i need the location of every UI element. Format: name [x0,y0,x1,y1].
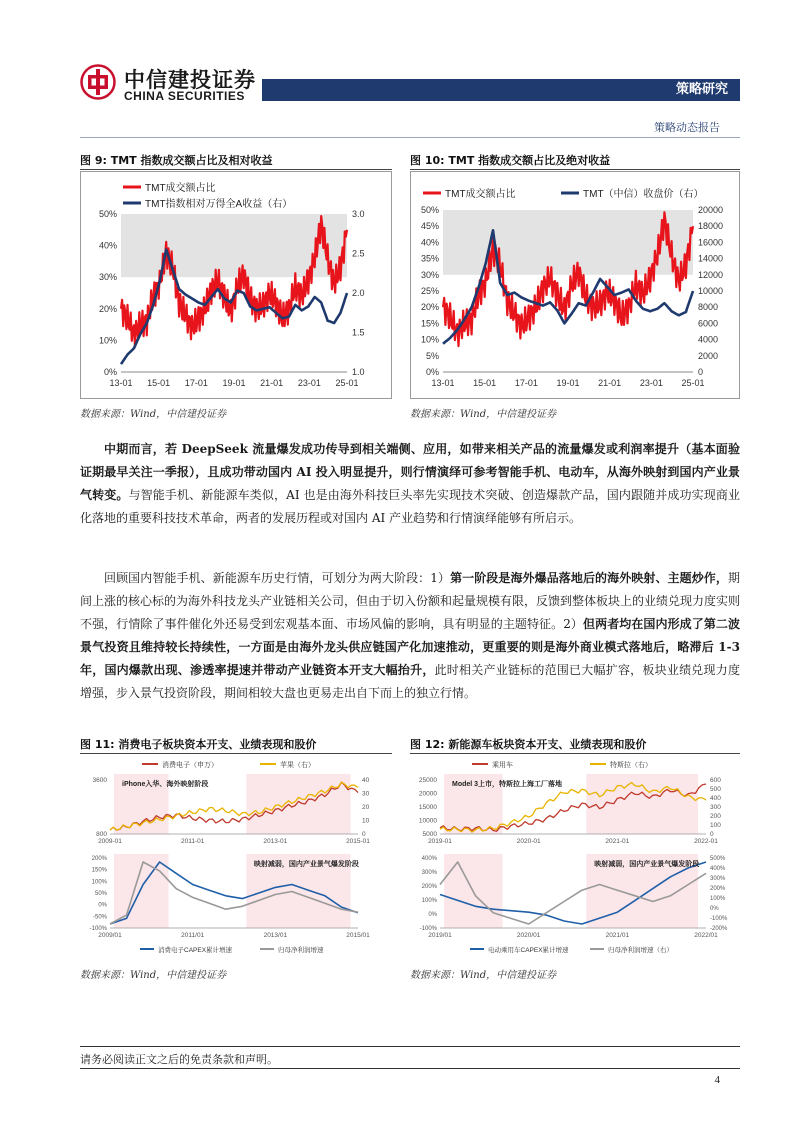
top-x-tick: 2021-01 [605,838,630,845]
legend-label: 苹果（右） [280,762,315,769]
y-right-tick-label: 0 [698,367,704,377]
section-bar [262,79,740,101]
logo-emblem-icon [80,64,116,100]
figure-12-source: 数据来源：Wind，中信建投证券 [410,970,557,981]
bottom-left-tick: 400% [421,856,437,862]
y-right-tick-label: 3.0 [352,209,365,219]
bottom-x-tick: 2013/01 [263,932,288,939]
y-right-tick-label: 18000 [698,221,724,232]
page-number: 4 [714,1074,720,1086]
bottom-left-tick: -50% [92,914,107,921]
top-x-tick: 2009-01 [98,838,122,845]
figure-9-svg [81,172,391,398]
figure-12-chart [410,756,740,958]
x-tick-label: 17-01 [184,378,208,388]
x-tick-label: 15-01 [473,378,497,388]
paragraph-1-bold: 中期而言，若 DeepSeek 流量爆发成功传导到相关端侧、应用，如带来相关产品的流量爆发或利润率提升（基本面验证期最早关注一季报），且成功带动国内 AI 投入明显提升，则行情演绎可参考智能手机、电动车，从海外映射到国内产业景气转变。 [80,442,740,502]
top-left-tick: 20000 [418,790,437,798]
top-right-tick: 400 [710,795,721,802]
top-x-tick: 2019-01 [428,838,452,845]
bottom-right-tick: -100% [710,916,728,922]
bottom-legend-label: 归母净利润增速（右） [608,947,673,954]
figure-11-source: 数据来源：Wind，中信建投证券 [80,970,227,981]
report-type: 策略动态报告 [654,121,720,134]
bottom-x-tick: 2019/01 [428,932,452,939]
top-right-tick: 100 [710,822,721,829]
bottom-left-tick: 200% [421,884,437,890]
figure-9-chart [80,171,392,399]
company-name-cn: 中信建投证券 [124,68,256,92]
bottom-left-tick: 100% [91,879,107,886]
bottom-left-tick: 300% [421,870,437,876]
company-name-en: CHINA SECURITIES [124,89,245,103]
top-right-tick: 200 [710,813,721,820]
y-right-tick-label: 14000 [698,253,724,264]
top-right-tick: 0 [362,831,366,838]
y-left-tick-label: 50% [98,209,117,219]
legend-label-tmt-share: TMT成交额占比 [445,189,516,200]
y-left-tick-label: 20% [420,302,439,313]
bottom-left-tick: -100% [419,926,437,932]
top-annotation: Model 3上市，特斯拉上海工厂落地 [452,781,563,788]
figure-11-title: 图 11: 消费电子板块资本开支、业绩表现和股价 [80,738,317,751]
bottom-legend-label: 电动乘用车CAPEX累计增速 [488,947,569,954]
y-left-tick-label: 40% [98,240,117,251]
x-tick-label: 17-01 [514,378,538,388]
top-right-tick: 500 [710,786,721,793]
shaded-phase-2 [586,774,698,834]
y-left-tick-label: 10% [420,334,439,345]
shaded-phase-2 [246,774,350,834]
top-x-tick: 2020-01 [516,838,541,845]
bottom-x-tick: 2022/01 [694,932,718,939]
bottom-annotation: 映射减弱，国内产业景气爆发阶段 [594,861,700,868]
top-right-tick: 600 [710,777,721,784]
bottom-right-tick: -200% [710,926,728,932]
figure-11-rule [80,753,392,754]
legend-label: 特斯拉（右） [610,762,652,769]
top-left-tick: 800 [96,831,107,838]
x-tick-label: 15-01 [147,378,171,388]
header-rule [80,137,740,138]
top-x-tick: 2013-01 [263,838,288,845]
paragraph-2-d: 但两者均在国内形成了第二波景气投资且维持较长持续性，一方面是由海外龙头供应链国产化加速推动，更重要的则是海外商业模式落地后，略滞后 1-3 年，国内爆款出现、渗透率提速并带动产业链资本开支大幅抬升， [80,617,740,677]
top-x-tick: 2015-01 [346,838,370,845]
figure-10-title: 图 10: TMT 指数成交额占比及绝对收益 [410,154,611,167]
bottom-left-tick: 0% [428,912,437,918]
bottom-legend-label: 消费电子CAPEX累计增速 [158,947,233,954]
figure-11-chart [80,756,392,958]
x-tick-label: 19-01 [556,378,580,388]
figure-11-svg [80,756,392,958]
bottom-left-tick: 100% [421,898,437,904]
y-right-tick-label: 2.0 [352,288,365,298]
y-right-tick-label: 4000 [698,334,719,345]
x-tick-label: 25-01 [681,378,705,388]
figure-10-svg [411,172,739,398]
y-left-tick-label: 0% [103,367,117,377]
bottom-right-tick: 100% [710,896,726,902]
y-right-tick-label: 16000 [698,237,724,248]
legend-label-relative-return: TMT指数相对万得全A收益（右） [145,199,293,210]
top-right-tick: 20 [362,804,370,811]
paragraph-2-b: 第一阶段是海外爆品落地后的海外映射、主题炒作， [450,571,728,585]
bottom-right-tick: 300% [710,876,726,882]
legend-label: 乘用车 [492,762,513,769]
figure-10-source: 数据来源：Wind，中信建投证券 [410,409,557,420]
bottom-x-tick: 2020/01 [516,932,541,939]
y-left-tick-label: 0% [425,367,439,377]
footer-rule [80,1046,740,1047]
figure-9-title: 图 9: TMT 指数成交额占比及相对收益 [80,154,273,167]
y-left-tick-label: 10% [98,335,117,346]
bottom-right-tick: 500% [710,856,726,862]
paragraph-2 [80,567,740,705]
bottom-annotation: 映射减弱，国内产业景气爆发阶段 [253,861,359,868]
y-right-tick-label: 12000 [698,269,724,280]
legend-label-tmt-share: TMT成交额占比 [145,183,216,194]
x-tick-label: 21-01 [598,378,622,388]
legend-label: 消费电子（申万） [162,762,218,769]
y-right-tick-label: 8000 [698,302,719,313]
section-title: 策略研究 [675,82,728,97]
bottom-left-tick: 0% [98,902,107,909]
bottom-left-tick: 50% [94,891,107,897]
top-right-tick: 300 [710,804,721,811]
bottom-x-tick: 2009/01 [98,932,122,939]
bottom-right-tick: 400% [710,866,726,872]
top-x-tick: 2011-01 [180,838,205,845]
y-right-tick-label: 1.5 [352,327,365,338]
paragraph-1 [80,438,740,530]
bottom-left-tick: -100% [89,926,107,932]
x-tick-label: 13-01 [431,378,455,388]
paragraph-2-e: 此时相关产业链标的范围已大幅扩容，板块业绩兑现力度增强，步入景气投资阶段，期间相较大盘也更易走出自下而上的独立行情。 [80,663,740,700]
top-left-tick: 10000 [418,817,437,825]
legend-label-close-price: TMT（中信）收盘价（右） [583,189,704,200]
bottom-right-tick: 0% [710,906,719,912]
bottom-x-tick: 2021/01 [605,932,630,939]
top-left-tick: 5000 [422,831,437,838]
y-left-tick-label: 45% [420,221,439,232]
y-left-tick-label: 15% [420,318,439,329]
figure-12-rule [410,753,740,754]
figure-9-rule [80,169,392,170]
bottom-legend-label: 归母净利润增速 [278,947,324,954]
y-right-tick-label: 2.5 [352,248,365,259]
top-left-tick: 15000 [418,804,437,811]
top-right-tick: 0 [710,831,714,838]
figure-10-rule [410,169,740,170]
shaded-band [443,210,693,275]
paragraph-1-rest: 与智能手机、新能源车类似，AI 也是由海外科技巨头率先实现技术突破、创造爆款产品，国内跟随并成功实现商业化落地的重要科技技术革命，两者的发展历程或对国内 AI 产业趋势和行情演绎能够有所启示。 [80,488,740,525]
y-left-tick-label: 25% [420,286,439,296]
x-tick-label: 23-01 [297,378,321,388]
x-tick-label: 13-01 [109,378,133,388]
y-left-tick-label: 5% [425,350,439,361]
top-right-tick: 30 [362,790,370,798]
x-tick-label: 19-01 [222,378,246,388]
top-left-tick: 3600 [92,777,107,784]
footer-rule-2 [80,1068,740,1069]
top-x-tick: 2022-01 [694,838,718,845]
top-right-tick: 40 [362,777,370,784]
y-right-tick-label: 10000 [698,286,724,296]
x-tick-label: 23-01 [639,378,663,388]
bottom-left-tick: 200% [91,856,107,862]
y-left-tick-label: 20% [98,303,117,314]
x-tick-label: 25-01 [335,378,359,388]
x-tick-label: 21-01 [260,378,284,388]
top-left-tick: 25000 [418,777,437,784]
y-left-tick-label: 40% [420,237,439,248]
y-left-tick-label: 30% [420,269,439,280]
company-logo [80,64,116,100]
paragraph-2-a: 回顾国内智能手机、新能源车历史行情，可划分为两大阶段：1） [104,571,451,585]
bottom-x-tick: 2011/01 [181,932,205,939]
top-annotation: iPhone入华、海外映射阶段 [122,781,209,788]
top-right-tick: 10 [362,817,370,825]
y-left-tick-label: 50% [420,205,439,215]
y-left-tick-label: 30% [98,272,117,283]
y-right-tick-label: 6000 [698,318,719,329]
y-right-tick-label: 20000 [698,205,724,215]
y-right-tick-label: 2000 [698,350,719,361]
paragraph-2-c: 期间上涨的核心标的为海外科技龙头产业链相关公司，但由于切入份额和起量规模有限，反馈到整体板块上的业绩兑现力度实则不强，行情除了事件催化外还易受到宏观基本面、市场风偏的影响，具有明显的主题特征。2） [80,571,741,631]
bottom-x-tick: 2015/01 [346,932,370,939]
bottom-right-tick: 200% [710,886,726,892]
bottom-left-tick: 150% [91,867,107,874]
y-left-tick-label: 35% [420,253,439,264]
figure-12-title: 图 12: 新能源车板块资本开支、业绩表现和股价 [410,738,647,751]
figure-10-chart [410,171,740,399]
figure-12-svg [410,756,740,958]
disclaimer: 请务必阅读正文之后的免责条款和声明。 [80,1053,278,1066]
y-right-tick-label: 1.0 [352,367,365,377]
figure-9-source: 数据来源：Wind，中信建投证券 [80,409,227,420]
